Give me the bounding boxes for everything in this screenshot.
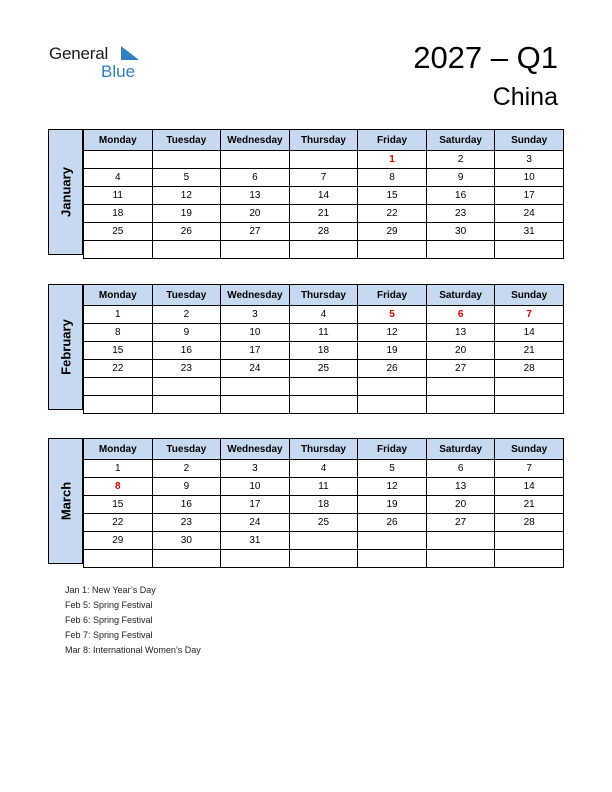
day-cell: 23 [152,514,221,532]
day-cell: 18 [84,205,153,223]
holiday-note: Feb 6: Spring Festival [65,615,153,625]
day-cell: 13 [221,187,290,205]
day-cell: 5 [358,460,427,478]
page-title: 2027 – Q1 [413,40,558,75]
day-cell: 25 [289,360,358,378]
day-cell: 22 [84,514,153,532]
day-cell: 23 [426,205,495,223]
brand-logo [49,44,159,84]
day-cell: 6 [426,460,495,478]
month-table [83,284,564,414]
day-cell [495,532,564,550]
day-cell: 25 [84,223,153,241]
holiday-note: Mar 8: International Women’s Day [65,645,201,655]
day-cell: 27 [221,223,290,241]
day-cell: 29 [84,532,153,550]
day-cell [426,532,495,550]
day-cell [152,151,221,169]
week-row [84,187,564,205]
day-cell: 22 [358,205,427,223]
week-row [84,342,564,360]
holiday-note: Feb 7: Spring Festival [65,630,153,640]
weekday-header: Wednesday [221,130,290,151]
weekday-header: Tuesday [152,285,221,306]
week-row [84,205,564,223]
week-row [84,324,564,342]
month-label [48,438,83,564]
weekday-header: Wednesday [221,285,290,306]
weekday-header-row [84,130,564,151]
brand-name-blue: Blue [101,62,136,81]
day-cell: 4 [289,306,358,324]
day-cell: 10 [495,169,564,187]
day-cell [289,550,358,568]
day-cell: 31 [495,223,564,241]
day-cell: 12 [152,187,221,205]
day-cell: 18 [289,496,358,514]
day-cell: 28 [495,514,564,532]
day-cell: 4 [289,460,358,478]
day-cell: 2 [152,306,221,324]
week-row [84,514,564,532]
day-cell: 18 [289,342,358,360]
day-cell: 9 [152,478,221,496]
day-cell [289,532,358,550]
day-cell: 9 [426,169,495,187]
day-cell: 20 [426,496,495,514]
week-row [84,550,564,568]
week-row [84,151,564,169]
day-cell [289,396,358,414]
day-cell [426,396,495,414]
day-cell: 14 [289,187,358,205]
day-cell: 29 [358,223,427,241]
day-cell: 21 [289,205,358,223]
day-cell [84,550,153,568]
day-cell: 3 [221,306,290,324]
day-cell [426,550,495,568]
month-label [48,284,83,410]
day-cell [358,378,427,396]
day-cell [221,396,290,414]
weekday-header-row [84,439,564,460]
day-cell: 27 [426,514,495,532]
week-row [84,532,564,550]
day-cell [152,396,221,414]
day-cell: 10 [221,324,290,342]
day-cell: 7 [495,460,564,478]
week-row [84,306,564,324]
day-cell: 16 [152,496,221,514]
day-cell: 21 [495,342,564,360]
day-cell: 24 [221,360,290,378]
day-cell: 15 [84,342,153,360]
day-cell: 17 [495,187,564,205]
day-cell: 19 [358,342,427,360]
day-cell: 1 [358,151,427,169]
day-cell: 17 [221,342,290,360]
month-label [48,129,83,255]
day-cell [495,396,564,414]
day-cell [152,378,221,396]
day-cell: 5 [358,306,427,324]
day-cell [289,151,358,169]
day-cell: 6 [221,169,290,187]
logo-flag-icon [121,46,139,60]
country-name: China [492,83,558,111]
week-row [84,460,564,478]
day-cell: 19 [358,496,427,514]
week-row [84,241,564,259]
day-cell: 10 [221,478,290,496]
day-cell: 21 [495,496,564,514]
day-cell: 4 [84,169,153,187]
weekday-header: Tuesday [152,130,221,151]
day-cell: 26 [152,223,221,241]
weekday-header: Friday [358,130,427,151]
day-cell [84,396,153,414]
week-row [84,378,564,396]
day-cell: 20 [426,342,495,360]
day-cell [358,532,427,550]
weekday-header: Saturday [426,130,495,151]
day-cell [426,378,495,396]
month-table [83,438,564,568]
weekday-header: Friday [358,285,427,306]
week-row [84,169,564,187]
day-cell: 14 [495,478,564,496]
weekday-header: Monday [84,285,153,306]
day-cell: 5 [152,169,221,187]
month-name: March [58,481,73,521]
day-cell: 28 [289,223,358,241]
day-cell: 16 [426,187,495,205]
weekday-header: Thursday [289,285,358,306]
brand-name-general: General [49,44,109,63]
day-cell: 2 [426,151,495,169]
month-table [83,129,564,259]
day-cell: 11 [289,324,358,342]
month-name: January [58,167,73,217]
day-cell [426,241,495,259]
day-cell [358,550,427,568]
weekday-header: Saturday [426,439,495,460]
day-cell: 15 [358,187,427,205]
day-cell: 1 [84,306,153,324]
day-cell: 1 [84,460,153,478]
day-cell [358,241,427,259]
weekday-header: Sunday [495,439,564,460]
day-cell: 26 [358,360,427,378]
day-cell [152,241,221,259]
day-cell: 12 [358,478,427,496]
day-cell [358,396,427,414]
weekday-header: Sunday [495,285,564,306]
day-cell [84,151,153,169]
day-cell: 28 [495,360,564,378]
day-cell: 6 [426,306,495,324]
day-cell: 8 [84,478,153,496]
day-cell: 3 [495,151,564,169]
day-cell: 11 [84,187,153,205]
day-cell: 9 [152,324,221,342]
day-cell [221,378,290,396]
day-cell [221,151,290,169]
weekday-header: Monday [84,130,153,151]
weekday-header: Monday [84,439,153,460]
day-cell: 7 [495,306,564,324]
day-cell: 23 [152,360,221,378]
holiday-notes [65,583,201,658]
weekday-header: Thursday [289,439,358,460]
day-cell: 11 [289,478,358,496]
weekday-header: Saturday [426,285,495,306]
day-cell: 17 [221,496,290,514]
day-cell [221,550,290,568]
day-cell [289,378,358,396]
day-cell: 3 [221,460,290,478]
weekday-header-row [84,285,564,306]
day-cell: 13 [426,324,495,342]
day-cell [495,241,564,259]
day-cell: 19 [152,205,221,223]
day-cell [84,378,153,396]
week-row [84,360,564,378]
holiday-note: Jan 1: New Year’s Day [65,585,156,595]
day-cell: 22 [84,360,153,378]
day-cell [495,378,564,396]
month-name: February [58,319,73,375]
weekday-header: Sunday [495,130,564,151]
weekday-header: Friday [358,439,427,460]
day-cell: 12 [358,324,427,342]
week-row [84,496,564,514]
weekday-header: Tuesday [152,439,221,460]
day-cell [289,241,358,259]
day-cell: 24 [495,205,564,223]
day-cell: 14 [495,324,564,342]
day-cell: 15 [84,496,153,514]
week-row [84,396,564,414]
day-cell: 8 [358,169,427,187]
holiday-note: Feb 5: Spring Festival [65,600,153,610]
day-cell: 27 [426,360,495,378]
day-cell: 26 [358,514,427,532]
week-row [84,223,564,241]
day-cell: 30 [152,532,221,550]
weekday-header: Thursday [289,130,358,151]
day-cell [495,550,564,568]
day-cell: 8 [84,324,153,342]
day-cell [84,241,153,259]
day-cell: 30 [426,223,495,241]
week-row [84,478,564,496]
day-cell: 31 [221,532,290,550]
weekday-header: Wednesday [221,439,290,460]
day-cell: 25 [289,514,358,532]
day-cell: 16 [152,342,221,360]
day-cell [221,241,290,259]
day-cell [152,550,221,568]
day-cell: 20 [221,205,290,223]
day-cell: 2 [152,460,221,478]
day-cell: 7 [289,169,358,187]
day-cell: 13 [426,478,495,496]
day-cell: 24 [221,514,290,532]
